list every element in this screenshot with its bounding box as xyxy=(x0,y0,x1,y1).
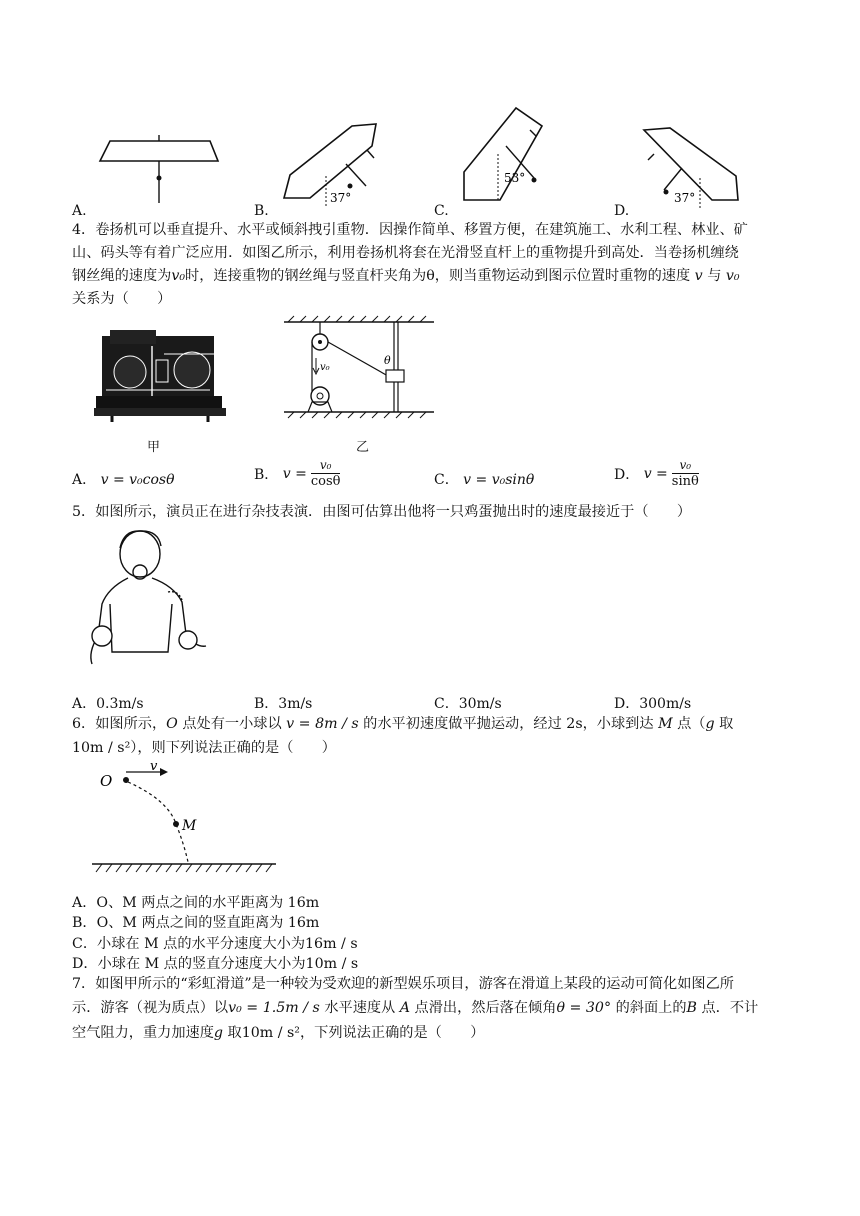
q5-option-b: B．3m/s xyxy=(254,696,313,712)
q3-option-c: C. xyxy=(434,203,449,219)
schematic-v0-label: v₀ xyxy=(320,362,330,373)
umbrella-figure-a xyxy=(98,133,220,213)
point-o-label: O xyxy=(100,772,113,790)
projectile-figure xyxy=(92,762,282,880)
q4-option-c: C． v = v₀sinθ xyxy=(434,472,535,488)
q3-option-d: D. xyxy=(614,203,630,219)
angle-label-d: 37° xyxy=(674,191,696,205)
winch-schematic xyxy=(280,312,440,424)
q7-stem-line-2: 示．游客（视为质点）以v₀ = 1.5m / s 水平速度从 A 点滑出，然后落在倾角θ = 30° 的斜面上的B 点．不计 xyxy=(72,1000,759,1016)
figure-label-yi: 乙 xyxy=(356,440,370,455)
q4-option-d: D． v = $\frac{\text{v₀}}{\sin\theta}$ xyxy=(614,458,699,489)
q4-stem-line-3: 钢丝绳的速度为v₀时，连接重物的钢丝绳与竖直杆夹角为θ，则当重物运动到图示位置时重物的速度 v 与 v₀ xyxy=(72,268,740,284)
q6-option-c: C．小球在 M 点的水平分速度大小为16m / s xyxy=(72,936,358,952)
q5-stem: 5．如图所示，演员正在进行杂技表演．由图可估算出他将一只鸡蛋抛出时的速度最接近于（ ） xyxy=(72,504,692,520)
umbrella-figure-c xyxy=(460,102,560,210)
angle-label-b: 37° xyxy=(330,191,352,205)
q7-stem-line-3: 空气阻力，重力加速度g 取10m / s²，下列说法正确的是（ ） xyxy=(72,1025,485,1041)
umbrella-figure-b xyxy=(280,120,390,210)
figure-label-jia: 甲 xyxy=(147,440,161,455)
q4-stem-line-2: 山、码头等有着广泛应用．如图乙所示，利用卷扬机将套在光滑竖直杆上的重物提升到高处．当卷扬机缠绕 xyxy=(72,245,739,261)
q5-option-d: D．300m/s xyxy=(614,696,692,712)
q6-stem-line-1: 6．如图所示，O 点处有一小球以 v = 8m / s 的水平初速度做平抛运动，经过 2s，小球到达 M 点（g 取 xyxy=(72,716,734,732)
q3-option-a: A. xyxy=(72,203,87,219)
umbrella-figure-d xyxy=(642,126,742,210)
q7-stem-line-1: 7．如图甲所示的“彩虹滑道”是一种较为受欢迎的新型娱乐项目，游客在滑道上某段的运动可简化如图乙所 xyxy=(72,976,734,992)
q4-option-b: B． v = $\frac{\text{v₀}}{\cos\theta}$ xyxy=(254,458,341,489)
angle-label-c: 53° xyxy=(504,171,526,185)
q4-stem-line-1: 4．卷扬机可以垂直提升、水平或倾斜拽引重物．因操作简单、移置方便，在建筑施工、水利工程、林业、矿 xyxy=(72,222,748,238)
q5-option-c: C．30m/s xyxy=(434,696,502,712)
q5-option-a: A．0.3m/s xyxy=(72,696,144,712)
velocity-label: v xyxy=(150,762,158,774)
winch-machine-image xyxy=(92,326,228,422)
juggler-illustration xyxy=(78,528,218,674)
q3-option-b: B. xyxy=(254,203,269,219)
q6-stem-line-2: 10m / s²），则下列说法正确的是（ ） xyxy=(72,740,336,756)
q6-option-d: D．小球在 M 点的竖直分速度大小为10m / s xyxy=(72,956,359,972)
point-m-label: M xyxy=(182,818,197,834)
q4-option-a: A． v = v₀cosθ xyxy=(72,472,175,488)
q4-stem-line-4: 关系为（ ） xyxy=(72,291,172,307)
q6-option-b: B．O、M 两点之间的竖直距离为 16m xyxy=(72,915,320,931)
schematic-theta-label: θ xyxy=(384,354,391,367)
q6-option-a: A．O、M 两点之间的水平距离为 16m xyxy=(72,895,320,911)
